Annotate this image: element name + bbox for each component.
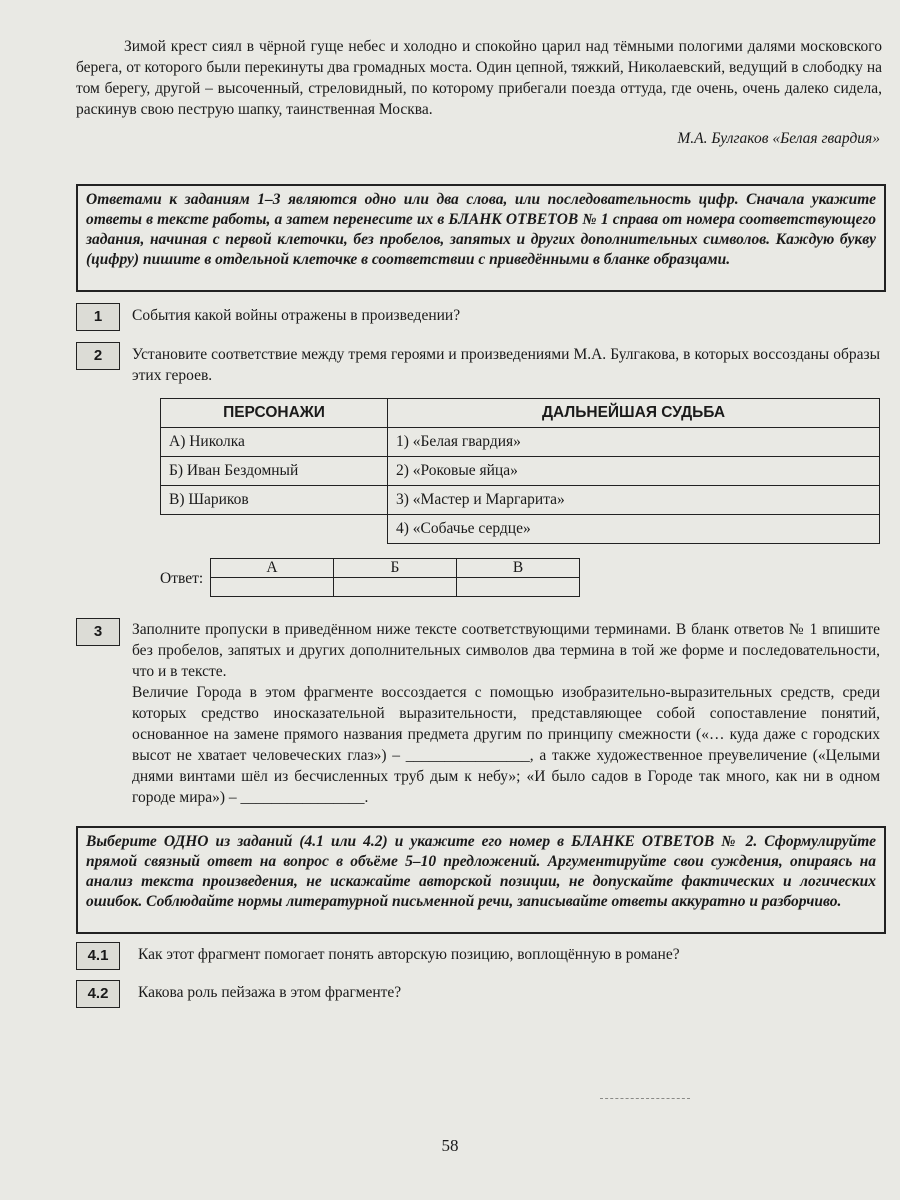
question-number-2: 2 xyxy=(76,342,120,370)
question-4-1-text: Как этот фрагмент помогает понять авторскую позицию, воплощённую в романе? xyxy=(138,946,680,963)
passage-attribution: М.А. Булгаков «Белая гвардия» xyxy=(677,130,880,147)
table-header-fate: ДАЛЬНЕЙШАЯ СУДЬБА xyxy=(388,399,880,428)
character-b: Б) Иван Бездомный xyxy=(161,457,388,486)
answer-col-c: В xyxy=(457,559,580,578)
work-3: 3) «Мастер и Маргарита» xyxy=(388,486,880,515)
answer-cell-b[interactable] xyxy=(334,578,457,597)
answer-cell-c[interactable] xyxy=(457,578,580,597)
question-3-text: Заполните пропуски в приведённом ниже тексте соответствующими терминами. В бланк ответов № 1 впишите без пробелов, запятых и других дополнительных символов два термина в той же форме и последовательности, что и в тексте. xyxy=(132,621,880,680)
question-number-4-1: 4.1 xyxy=(76,942,120,970)
character-c: В) Шариков xyxy=(161,486,388,515)
instruction-box-2: Выберите ОДНО из заданий (4.1 или 4.2) и укажите его номер в БЛАНКЕ ОТВЕТОВ № 2. Сформулируйте прямой связный ответ на вопрос в объёме 5–10 предложений. Аргументируйте свои суждения, опираясь на анализ текста произведения, не искажайте авторской позиции, не допускайте фактических и логических ошибок. Соблюдайте нормы литературной письменной речи, записывайте ответы аккуратно и разборчиво. xyxy=(76,826,886,934)
question-2-text: Установите соответствие между тремя героями и произведениями М.А. Булгакова, в которых воссозданы образы этих героев. xyxy=(132,346,880,384)
work-2: 2) «Роковые яйца» xyxy=(388,457,880,486)
work-1: 1) «Белая гвардия» xyxy=(388,428,880,457)
empty-cell xyxy=(161,515,388,544)
matching-table xyxy=(160,398,880,544)
question-1-text: События какой войны отражены в произведении? xyxy=(132,307,461,324)
question-number-4-2: 4.2 xyxy=(76,980,120,1008)
question-number-3: 3 xyxy=(76,618,120,646)
answer-label: Ответ: xyxy=(160,570,204,587)
instruction-box-1: Ответами к заданиям 1–3 являются одно или два слова, или последовательность цифр. Сначала укажите ответы в тексте работы, а затем перенесите их в БЛАНК ОТВЕТОВ № 1 справа от номера соответствующего задания, начиная с первой клеточки, без пробелов, запятых и других дополнительных символов. Каждую букву (цифру) пишите в отдельной клеточке в соответствии с приведёнными в бланке образцами. xyxy=(76,184,886,292)
answer-col-a: А xyxy=(211,559,334,578)
work-4: 4) «Собачье сердце» xyxy=(388,515,880,544)
question-3-body: Величие Города в этом фрагменте воссоздается с помощью изобразительно-выразительных средств, среди которых средство иносказательной выразительности, представляющее собой сопоставление понятий, основанное на замене прямого названия предмета другим по принципу смежности («… куда даже с городских высот не хватает человеческих глаз») – ________________, а также художественное преувеличение («Целыми днями винтами шёл из бесчисленных труб дым к небу»; «И было садов в Городе так много, как ни в одном городе мира») – ________________. xyxy=(132,684,880,806)
answer-cell-a[interactable] xyxy=(211,578,334,597)
table-header-characters: ПЕРСОНАЖИ xyxy=(161,399,388,428)
character-a: А) Николка xyxy=(161,428,388,457)
answer-grid xyxy=(210,558,580,597)
question-number-1: 1 xyxy=(76,303,120,331)
pencil-mark xyxy=(600,1098,690,1099)
page-number: 58 xyxy=(441,1136,459,1155)
intro-passage: Зимой крест сиял в чёрной гуще небес и холодно и спокойно царил над тёмными пологими далями московского берега, от которого были перекинуты два громадных моста. Один цепной, тяжкий, Николаевский, ведущий в слободку на том берегу, другой – высоченный, стреловидный, по которому прибегали поезда оттуда, где очень, очень далеко сидела, раскинув свою пеструю шапку, таинственная Москва. xyxy=(76,38,882,118)
question-4-2-text: Какова роль пейзажа в этом фрагменте? xyxy=(138,984,402,1001)
answer-col-b: Б xyxy=(334,559,457,578)
